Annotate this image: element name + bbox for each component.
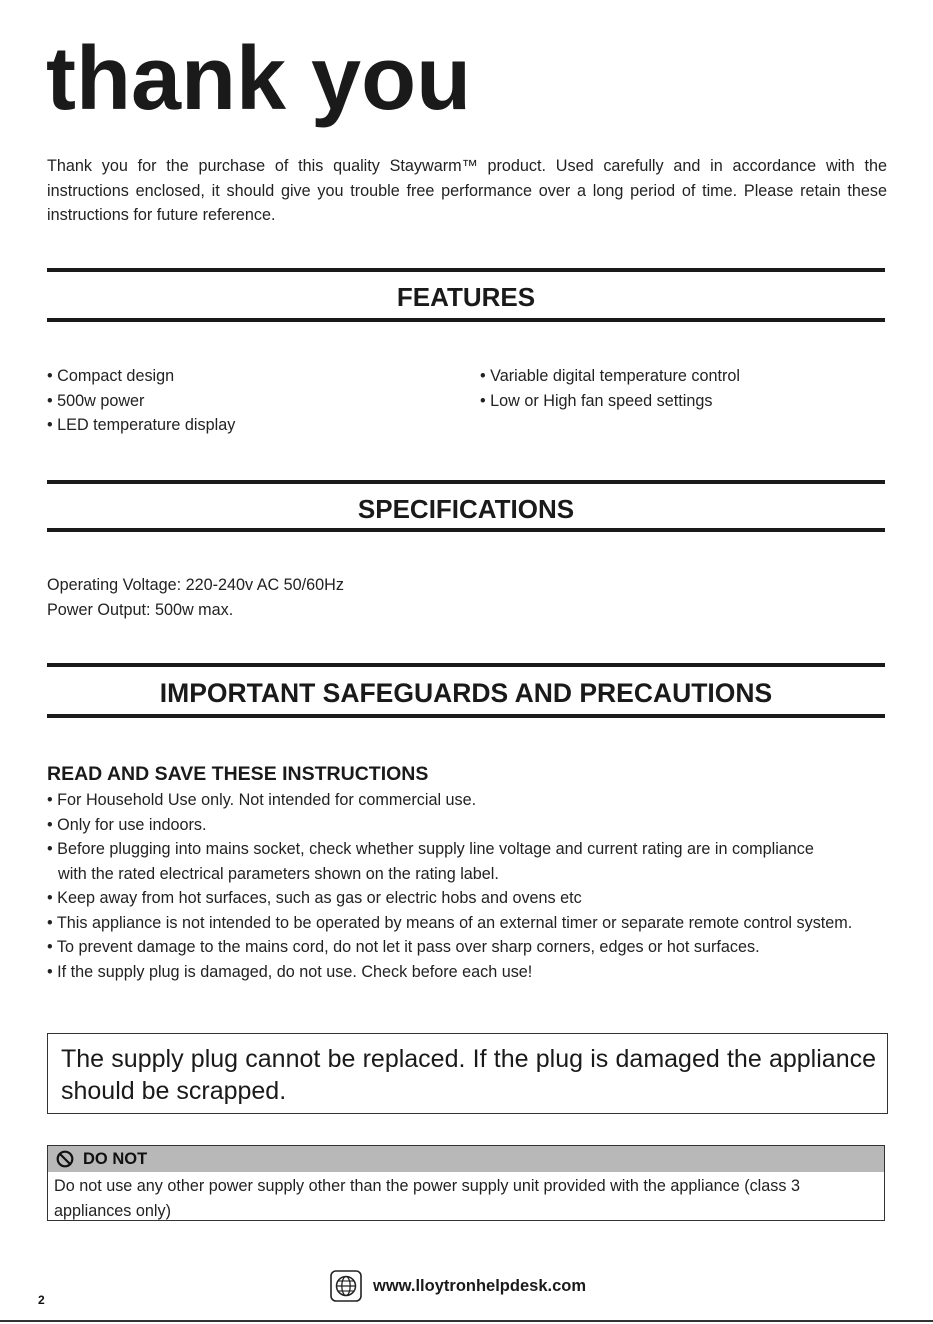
feature-item: • 500w power <box>47 391 145 410</box>
safeguard-item: • For Household Use only. Not intended for commercial use. <box>47 791 477 809</box>
safeguards-top-rule <box>47 663 885 667</box>
specifications-heading: SPECIFICATIONS <box>357 494 575 524</box>
features-heading: FEATURES <box>396 282 536 312</box>
do-not-box <box>47 1145 885 1221</box>
features-bottom-rule <box>47 318 885 322</box>
safeguard-item: • Keep away from hot surfaces, such as gas or electric hobs and ovens etc <box>47 889 582 907</box>
safeguards-list <box>47 788 887 984</box>
globe-icon <box>330 1270 362 1302</box>
specifications-top-rule <box>47 480 885 484</box>
specifications-bottom-rule <box>47 528 885 532</box>
safeguard-item: • To prevent damage to the mains cord, do not let it pass over sharp corners, edges or hot surfaces. <box>47 938 760 956</box>
safeguards-heading: IMPORTANT SAFEGUARDS AND PRECAUTIONS <box>159 678 773 708</box>
plug-notice-box: The supply plug cannot be replaced. If the plug is damaged the appliance should be scrapped. <box>47 1033 888 1114</box>
features-top-rule <box>47 268 885 272</box>
features-list-right <box>480 364 740 413</box>
safeguards-subheading: READ AND SAVE THESE INSTRUCTIONS <box>47 763 429 785</box>
feature-item: • LED temperature display <box>47 416 236 434</box>
intro-paragraph: Thank you for the purchase of this quality Staywarm™ product. Used carefully and in accordance with the instructions enclosed, it should give you trouble free performance over a long period of time. Please retain these instructions for future reference. <box>47 157 887 224</box>
safeguard-item: • Before plugging into mains socket, check whether supply line voltage and current rating are in compliance with the rated electrical parameters shown on the rating label. <box>47 840 814 883</box>
do-not-header <box>48 1146 884 1172</box>
feature-item: • Compact design <box>47 367 175 385</box>
spec-power: Power Output: 500w max. <box>47 601 234 619</box>
page-number: 2 <box>38 1293 45 1307</box>
feature-item: • Low or High fan speed settings <box>480 391 713 410</box>
do-not-label: DO NOT <box>83 1149 148 1168</box>
page-bottom-rule <box>0 1320 933 1322</box>
spec-voltage: Operating Voltage: 220-240v AC 50/60Hz <box>47 576 344 594</box>
prohibited-icon <box>56 1150 74 1168</box>
page-title: thank you <box>46 29 472 129</box>
footer-url[interactable]: www.lloytronhelpdesk.com <box>373 1276 587 1295</box>
safeguard-item: • Only for use indoors. <box>47 815 207 834</box>
safeguard-item: • This appliance is not intended to be operated by means of an external timer or separate remote control system. <box>47 913 853 932</box>
do-not-text: Do not use any other power supply other than the power supply unit provided with the appliance (class 3 appliances only) <box>54 1177 800 1220</box>
feature-item: • Variable digital temperature control <box>480 367 741 385</box>
safeguards-bottom-rule <box>47 714 885 718</box>
features-list-left <box>47 364 235 438</box>
footer-link[interactable] <box>330 1270 586 1302</box>
safeguard-item: • If the supply plug is damaged, do not use. Check before each use! <box>47 962 533 981</box>
